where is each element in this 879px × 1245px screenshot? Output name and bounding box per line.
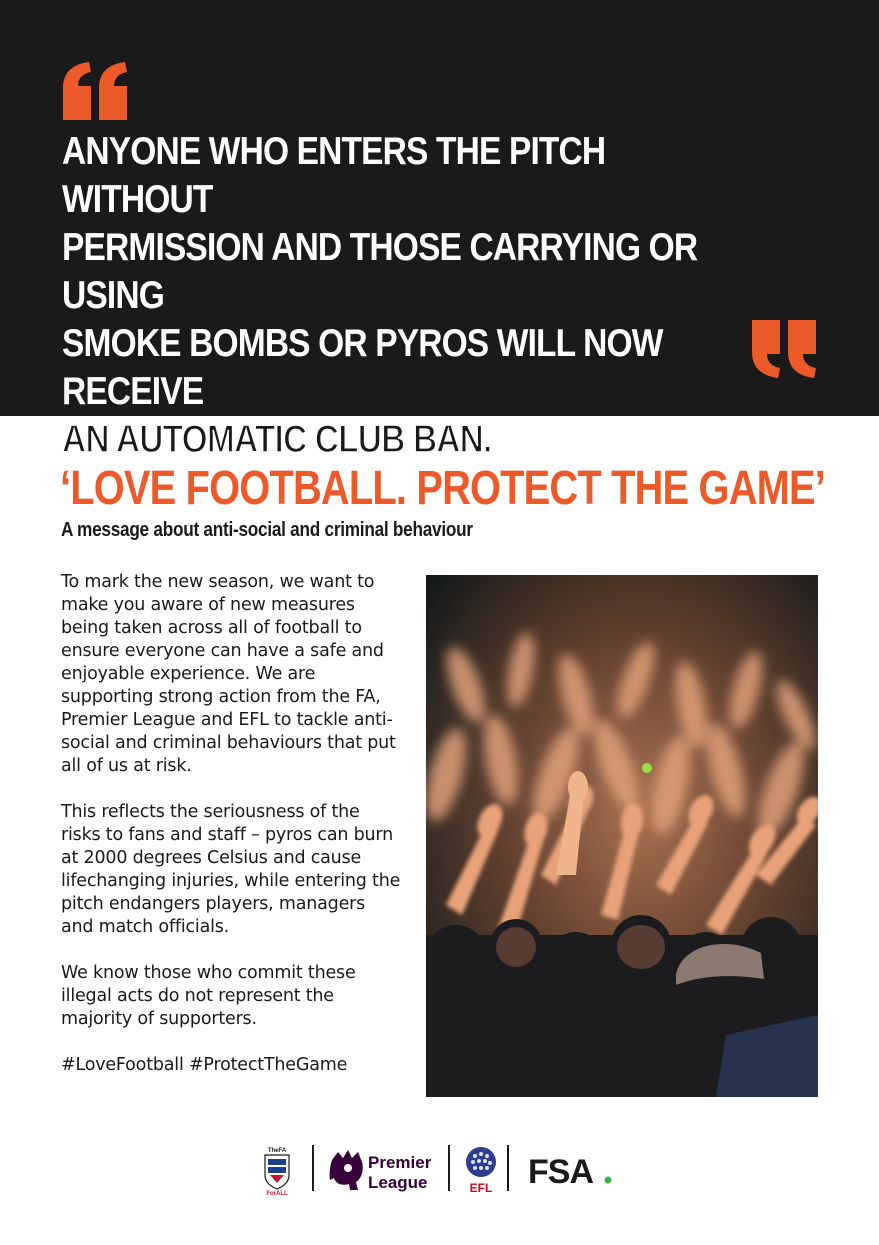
hero-quote-panel	[0, 0, 879, 461]
crowd-photo	[426, 575, 818, 1097]
quote-line-2: PERMISSION AND THOSE CARRYING OR USING	[62, 226, 698, 317]
fa-logo-bottom-text: ForALL	[266, 1191, 288, 1195]
campaign-subheadline: A message about anti-social and criminal behaviour	[61, 519, 473, 541]
logo-divider	[507, 1145, 509, 1191]
hashtags: #LoveFootball #ProtectTheGame	[61, 1055, 348, 1075]
campaign-headline: ‘LOVE FOOTBALL. PROTECT THE GAME’	[60, 462, 825, 515]
partner-logos	[262, 1143, 622, 1195]
logo-divider	[312, 1145, 314, 1191]
premier-league-line-2: League	[368, 1173, 428, 1192]
efl-logo	[464, 1146, 498, 1194]
quote-line-1: ANYONE WHO ENTERS THE PITCH WITHOUT	[62, 130, 606, 221]
fsa-logo	[526, 1151, 616, 1191]
body-paragraph-1: To mark the new season, we want to make you aware of new measures being taken across all of football to ensure everyone can have a safe and enjoyable experience. We are supporting strong action from the FA, Premier League and EFL to tackle anti-social and criminal behaviours that put all of us at risk.	[61, 572, 396, 776]
premier-league-logo	[328, 1146, 440, 1194]
fsa-logo-text: FSA	[528, 1153, 593, 1191]
close-quote-icon	[748, 320, 818, 378]
quote-text	[62, 128, 741, 464]
fa-logo-top-text: TheFA	[267, 1148, 287, 1154]
efl-logo-text: EFL	[469, 1181, 493, 1194]
quote-line-3: SMOKE BOMBS OR PYROS WILL NOW RECEIVE	[62, 322, 663, 413]
logo-divider	[448, 1145, 450, 1191]
body-paragraph-3: We know those who commit these illegal acts do not represent the majority of supporters.	[61, 963, 356, 1029]
fa-crest-logo	[262, 1145, 292, 1195]
premier-league-line-1: Premier	[368, 1153, 432, 1172]
body-paragraph-2: This reflects the seriousness of the risks to fans and staff – pyros can burn at 2000 degrees Celsius and cause lifechanging injuries, while entering the pitch endangers players, managers and match officials.	[61, 802, 401, 937]
body-copy	[61, 571, 401, 1100]
quote-line-4: AN AUTOMATIC CLUB BAN.	[62, 418, 492, 461]
crowd-photo-illustration	[426, 575, 818, 1097]
open-quote-icon	[61, 62, 131, 120]
